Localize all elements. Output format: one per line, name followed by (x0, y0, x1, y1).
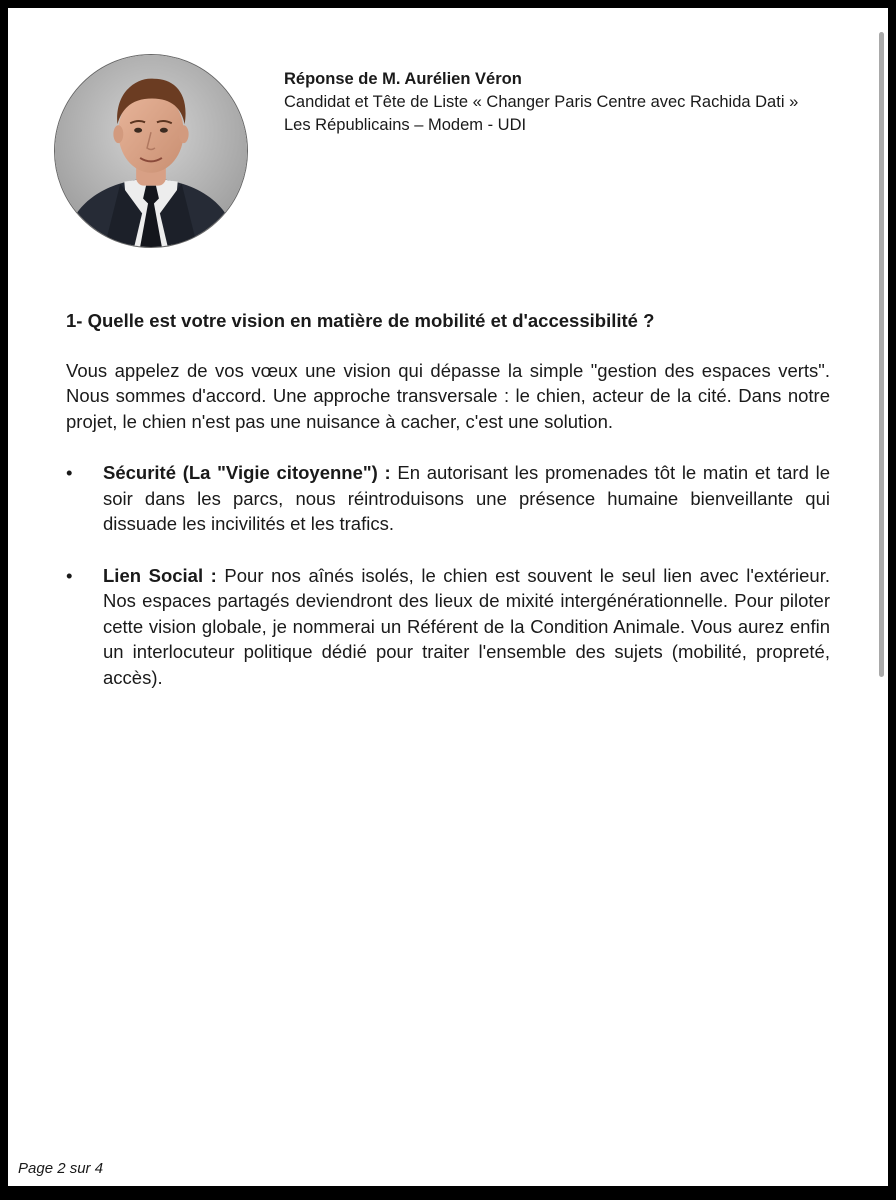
bullet-item-lien-social (66, 563, 830, 691)
party-affiliation: Les Républicains – Modem - UDI (284, 116, 527, 134)
bullet-dot-icon: • (66, 564, 73, 586)
bullet-lead: Sécurité (La "Vigie citoyenne") : (103, 462, 391, 483)
portrait-illustration (55, 55, 247, 247)
intro-paragraph: Vous appelez de vos vœux une vision qui dépasse la simple "gestion des espaces verts". Nous sommes d'accord. Une approche transversale : le chien, acteur de la cité. Dans notre projet, le chien n'est pas une nuisance à cacher, c'est une solution. (66, 359, 830, 432)
candidate-subtitle: Candidat et Tête de Liste « Changer Paris Centre avec Rachida Dati » (284, 93, 799, 111)
response-body (66, 308, 830, 716)
bullet-lead: Lien Social : (103, 564, 217, 586)
bullet-text: Pour nos aînés isolés, le chien est souvent le seul lien avec l'extérieur. Nos espaces partagés deviendront des lieux de mixité intergénérationnelle. Pour piloter cette vision globale, je nommerai un Référent de la Condition Animale. Vous aurez enfin un interlocuteur politique dédié pour traiter l'ensemble des sujets (mobilité, propreté, accès). (103, 564, 830, 688)
page-number: Page 2 sur 4 (18, 1160, 104, 1177)
candidate-portrait (54, 54, 248, 248)
bullet-text: En autorisant les promenades tôt le matin et tard le soir dans les parcs, nous réintroduisons une présence humaine bienveillante qui dissuade les incivilités et les trafics. (103, 462, 830, 534)
question-heading: 1- Quelle est votre vision en matière de mobilité et d'accessibilité ? (66, 310, 655, 331)
vertical-scrollbar[interactable] (879, 32, 884, 677)
document-page (8, 8, 888, 1186)
bullet-dot-icon: • (66, 462, 73, 483)
response-header (284, 68, 884, 137)
respondent-name: Réponse de M. Aurélien Véron (284, 70, 522, 88)
bullet-item-securite (66, 460, 830, 537)
